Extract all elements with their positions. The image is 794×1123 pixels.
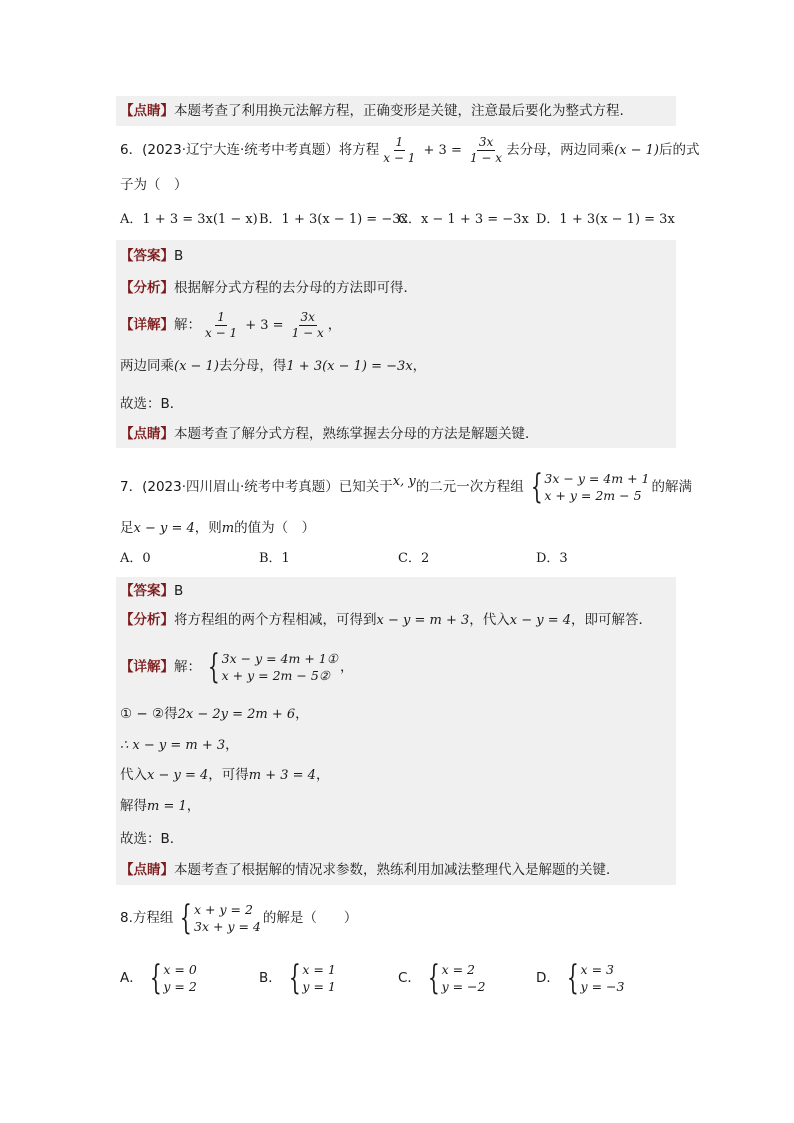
q6-eq-mid: + 3 = bbox=[419, 143, 466, 158]
q7-stem-line2: 足x − y = 4，则m的值为（ ） bbox=[120, 520, 316, 536]
q7-step-3: 代入x − y = 4，可得m + 3 = 4， bbox=[120, 767, 330, 783]
q7-answer: 【答案】B bbox=[120, 583, 184, 599]
q6-option-c[interactable]: C．x − 1 + 3 = −3x bbox=[398, 212, 529, 227]
q7-dianjing: 【点睛】本题考查了根据解的情况求参数，熟练利用加减法整理代入是解题的关键． bbox=[120, 862, 620, 878]
q8-stem: 8.方程组 { x + y = 2 3x + y = 4 的解是（ ） bbox=[120, 898, 358, 938]
left-brace-icon: { bbox=[288, 958, 301, 998]
q6-fraction-1: $\frac{1}{x - 1}$ bbox=[383, 134, 416, 165]
left-brace-icon: { bbox=[180, 898, 193, 938]
q8-option-b[interactable]: B． { x = 1 y = 1 bbox=[259, 958, 336, 998]
q8-system: { x + y = 2 3x + y = 4 bbox=[180, 898, 261, 938]
dianjing-text: 本题考查了利用换元法解方程，正确变形是关键，注意最后要化为整式方程. bbox=[174, 103, 624, 119]
q7-vars: x, y bbox=[392, 474, 416, 489]
q7-option-b[interactable]: B．1 bbox=[259, 551, 290, 566]
q6-answer: 【答案】B bbox=[120, 248, 184, 264]
q8-option-d[interactable]: D． { x = 3 y = −3 bbox=[536, 958, 625, 998]
q6-factor: (x − 1) bbox=[614, 143, 659, 158]
q7-option-a[interactable]: A．0 bbox=[120, 551, 151, 566]
q7-analysis: 【分析】将方程组的两个方程相减，可得到x − y = m + 3，代入x − y = 4，即可解答． bbox=[120, 612, 653, 628]
q8-option-a[interactable]: A． { x = 0 y = 2 bbox=[120, 958, 197, 998]
q6-suffix: 去分母，两边同乘 bbox=[506, 142, 615, 158]
q6-fraction-2: $\frac{3x}{1 - x}$ bbox=[469, 134, 503, 165]
q8-option-c[interactable]: C． { x = 2 y = −2 bbox=[398, 958, 486, 998]
q6-stem-line1 bbox=[120, 133, 699, 168]
q6-option-a[interactable]: A．1 + 3 = 3x(1 − x) bbox=[120, 212, 258, 227]
q7-stem-line1: 7．(2023·四川眉山·统考中考真题）已知关于x, y的二元一次方程组 { 3x − y = 4m + 1 x + y = 2m − 5 的解满 bbox=[120, 467, 692, 507]
q6-analysis: 【分析】根据解分式方程的去分母的方法即可得． bbox=[120, 280, 417, 296]
q6-suffix2: 后的式 bbox=[658, 142, 700, 158]
q6-detail-line2: 两边同乘(x − 1)去分母，得1 + 3(x − 1) = −3x， bbox=[120, 358, 427, 374]
q7-option-d[interactable]: D．3 bbox=[536, 551, 568, 566]
q6-detail-line3: 故选：B． bbox=[120, 396, 184, 412]
left-brace-icon: { bbox=[149, 958, 162, 998]
q7-step-1: ① − ②得2x − 2y = 2m + 6， bbox=[120, 706, 309, 722]
q6-stem-line2: 子为（ ） bbox=[120, 177, 188, 193]
left-brace-icon: { bbox=[427, 958, 440, 998]
q7-step-5: 故选：B． bbox=[120, 831, 184, 847]
q7-option-c[interactable]: C．2 bbox=[398, 551, 430, 566]
q7-detail-system: 【详解】解： { 3x − y = 4m + 1① x + y = 2m − 5② ， bbox=[120, 647, 354, 687]
left-brace-icon: { bbox=[530, 467, 543, 507]
left-brace-icon: { bbox=[207, 647, 220, 687]
dianjing-tag: 【点睛】 bbox=[120, 103, 174, 119]
q6-detail-line1: 【详解】解： $\frac{1}{x - 1}$ + 3 = $\frac{3x}{1 - x}$ ， bbox=[120, 309, 342, 340]
left-brace-icon: { bbox=[566, 958, 579, 998]
q6-detail-fraction-2: $\frac{3x}{1 - x}$ bbox=[291, 309, 324, 340]
q6-detail-fraction-1: $\frac{1}{x - 1}$ bbox=[205, 309, 238, 340]
q7-system: { 3x − y = 4m + 1 x + y = 2m − 5 bbox=[530, 467, 650, 507]
q7-step-4: 解得m = 1， bbox=[120, 798, 201, 814]
q7-step-2: ∴ x − y = m + 3， bbox=[120, 737, 239, 753]
q6-option-b[interactable]: B．1 + 3(x − 1) = −3x bbox=[259, 212, 408, 227]
q6-prefix: 6．(2023·辽宁大连·统考中考真题）将方程 bbox=[120, 142, 380, 158]
q5-dianjing bbox=[120, 100, 624, 122]
q6-dianjing: 【点睛】本题考查了解分式方程，熟练掌握去分母的方法是解题关键． bbox=[120, 426, 539, 442]
q6-option-d[interactable]: D．1 + 3(x − 1) = 3x bbox=[536, 212, 675, 227]
